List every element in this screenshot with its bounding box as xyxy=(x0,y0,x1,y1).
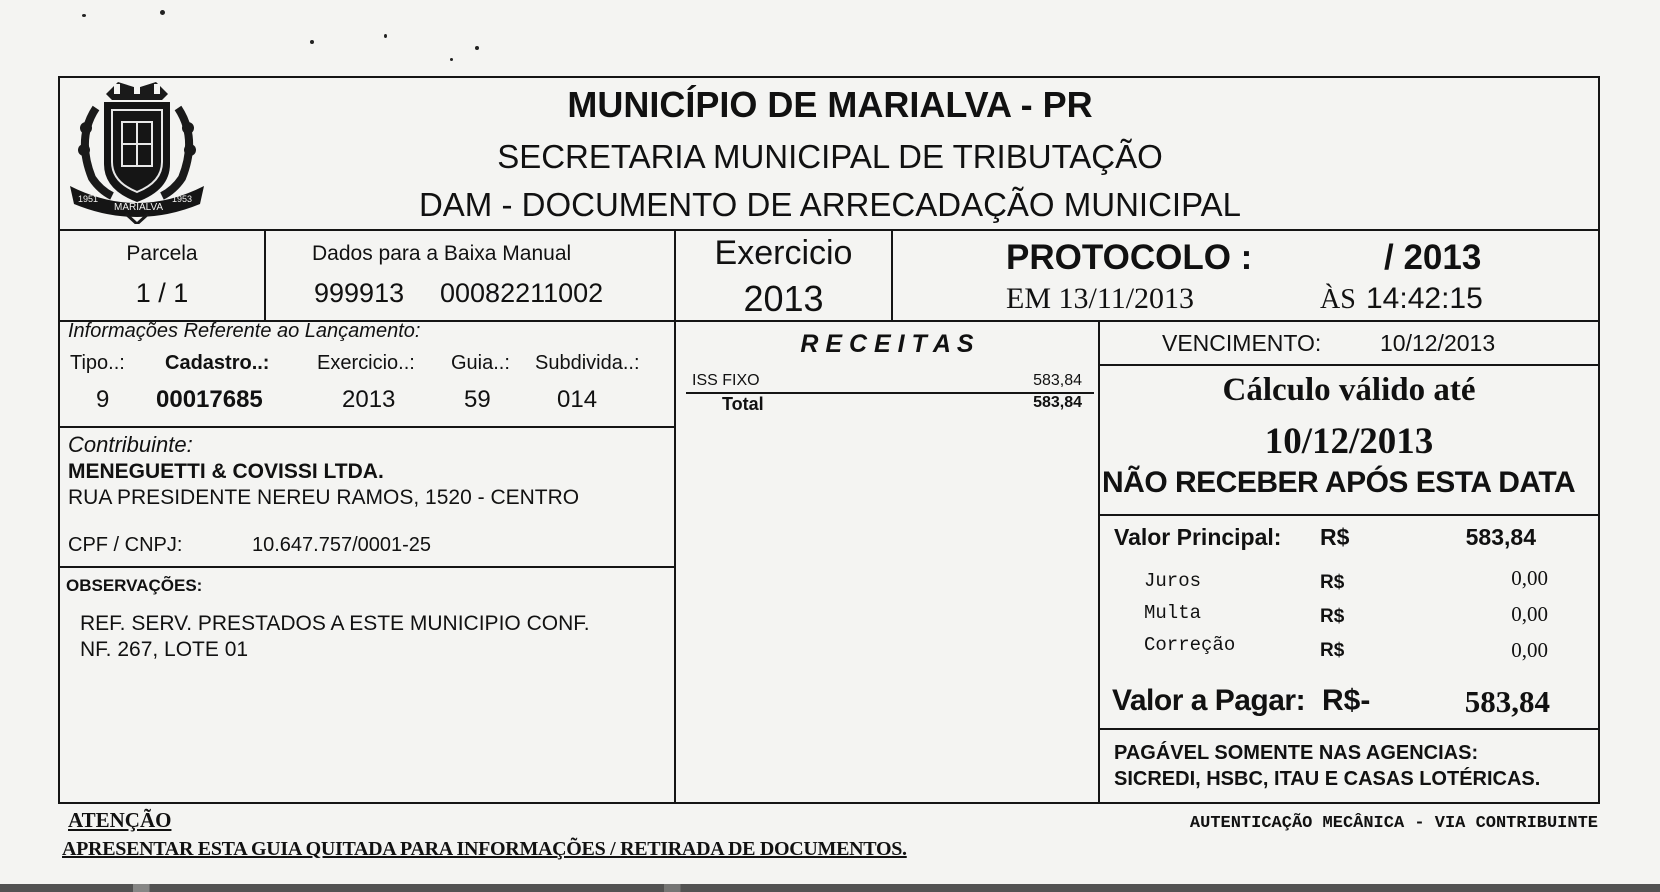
crest-text: MARIALVA xyxy=(114,202,164,213)
observacoes-label: OBSERVAÇÕES: xyxy=(66,576,203,595)
juros-value: 0,00 xyxy=(1511,566,1548,590)
valor-principal-currency: R$ xyxy=(1320,524,1350,550)
correcao-currency: R$ xyxy=(1320,640,1345,661)
crest-year-right: 1953 xyxy=(172,194,193,204)
protocolo-time: 14:42:15 xyxy=(1366,282,1483,315)
cpf-cnpj-label: CPF / CNPJ: xyxy=(68,534,183,556)
juros-currency: R$ xyxy=(1320,572,1345,593)
contribuinte-label: Contribuinte: xyxy=(68,432,193,457)
divider-valores xyxy=(1100,728,1598,730)
baixa-manual-label: Dados para a Baixa Manual xyxy=(312,242,572,265)
secretaria-subtitle: SECRETARIA MUNICIPAL DE TRIBUTAÇÃO xyxy=(497,138,1163,175)
correcao-label: Correção xyxy=(1144,634,1236,656)
paper-speck xyxy=(82,14,86,17)
dam-title: DAM - DOCUMENTO DE ARRECADAÇÃO MUNICIPAL xyxy=(418,186,1242,223)
calculo-valido-date: 10/12/2013 xyxy=(1264,421,1434,462)
receita-item-label: ISS FIXO xyxy=(692,372,760,389)
exercicio-field-label: Exercicio..: xyxy=(317,352,415,374)
receita-item-value: 583,84 xyxy=(1033,372,1082,389)
protocolo-date: EM 13/11/2013 xyxy=(1006,282,1195,315)
guia-value: 59 xyxy=(464,386,491,413)
baixa-code-1: 999913 xyxy=(314,278,405,308)
multa-label: Multa xyxy=(1144,602,1202,624)
parcela-label: Parcela xyxy=(126,242,198,265)
autenticacao-mecanica-label: AUTENTICAÇÃO MECÂNICA - VIA CONTRIBUINTE xyxy=(1189,814,1598,833)
divider-lancamento xyxy=(60,426,676,428)
protocolo-year: / 2013 xyxy=(1384,238,1482,277)
divider-header xyxy=(60,229,1598,231)
municipio-title: MUNICÍPIO DE MARIALVA - PR xyxy=(567,84,1093,125)
baixa-code-2: 00082211002 xyxy=(440,278,604,308)
vencimento-label: VENCIMENTO: xyxy=(1162,330,1322,356)
juros-label: Juros xyxy=(1144,570,1202,592)
divider-calculo xyxy=(1100,514,1598,516)
apresentar-guia-notice: APRESENTAR ESTA GUIA QUITADA PARA INFORMAÇÕES / RETIRADA DE DOCUMENTOS. xyxy=(62,838,907,860)
exercicio-label: Exercicio xyxy=(714,234,853,272)
contribuinte-address: RUA PRESIDENTE NEREU RAMOS, 1520 - CENTRO xyxy=(68,486,580,509)
subdivida-value: 014 xyxy=(557,386,598,413)
valor-principal-label: Valor Principal: xyxy=(1114,524,1282,550)
receitas-title: R E C E I T A S xyxy=(800,330,974,358)
vencimento-value: 10/12/2013 xyxy=(1380,330,1496,356)
protocolo-label: PROTOCOLO : xyxy=(1006,238,1253,277)
divider-exercicio xyxy=(891,230,893,320)
paper-speck xyxy=(310,40,314,44)
valor-a-pagar-currency: R$- xyxy=(1322,684,1371,717)
contribuinte-name: MENEGUETTI & COVISSI LTDA. xyxy=(68,460,384,483)
cpf-cnpj-value: 10.647.757/0001-25 xyxy=(252,534,432,556)
parcela-value: 1 / 1 xyxy=(135,278,189,308)
receita-total-value: 583,84 xyxy=(1033,394,1082,411)
observacoes-line-2: NF. 267, LOTE 01 xyxy=(80,638,249,661)
divider-vencimento xyxy=(1100,364,1598,366)
divider-contribuinte xyxy=(60,566,676,568)
cadastro-value: 00017685 xyxy=(156,386,263,413)
exercicio-value: 2013 xyxy=(743,278,824,319)
agencias-line-1: PAGÁVEL SOMENTE NAS AGENCIAS: xyxy=(1114,742,1479,764)
correcao-value: 0,00 xyxy=(1511,638,1548,662)
atencao-label: ATENÇÃO xyxy=(68,808,172,832)
paper-speck xyxy=(160,10,165,15)
observacoes-line-1: REF. SERV. PRESTADOS A ESTE MUNICIPIO CONF. xyxy=(80,612,590,635)
tipo-value: 9 xyxy=(96,386,110,413)
subdivida-label: Subdivida..: xyxy=(535,352,640,374)
crest-year-left: 1951 xyxy=(78,194,99,204)
divider-parcela xyxy=(264,230,266,320)
valor-a-pagar-label: Valor a Pagar: xyxy=(1112,684,1306,717)
agencias-line-2: SICREDI, HSBC, ITAU E CASAS LOTÉRICAS. xyxy=(1114,768,1541,790)
cadastro-label: Cadastro..: xyxy=(165,352,270,374)
protocolo-as-label: ÀS xyxy=(1320,284,1356,315)
multa-value: 0,00 xyxy=(1511,602,1548,626)
receita-total-label: Total xyxy=(722,394,764,414)
valor-a-pagar-value: 583,84 xyxy=(1464,684,1550,719)
paper-speck xyxy=(384,34,387,38)
paper-bottom-edge xyxy=(0,884,1660,892)
paper-speck xyxy=(450,58,453,61)
tipo-label: Tipo..: xyxy=(70,352,125,374)
lancamento-title: Informações Referente ao Lançamento: xyxy=(68,320,421,342)
multa-currency: R$ xyxy=(1320,606,1345,627)
nao-receber-warning: NÃO RECEBER APÓS ESTA DATA xyxy=(1102,466,1576,499)
valor-principal-value: 583,84 xyxy=(1465,524,1536,550)
calculo-valido-label: Cálculo válido até xyxy=(1222,372,1476,408)
guia-label: Guia..: xyxy=(451,352,510,374)
paper-speck xyxy=(475,46,479,50)
exercicio-field-value: 2013 xyxy=(342,386,396,413)
